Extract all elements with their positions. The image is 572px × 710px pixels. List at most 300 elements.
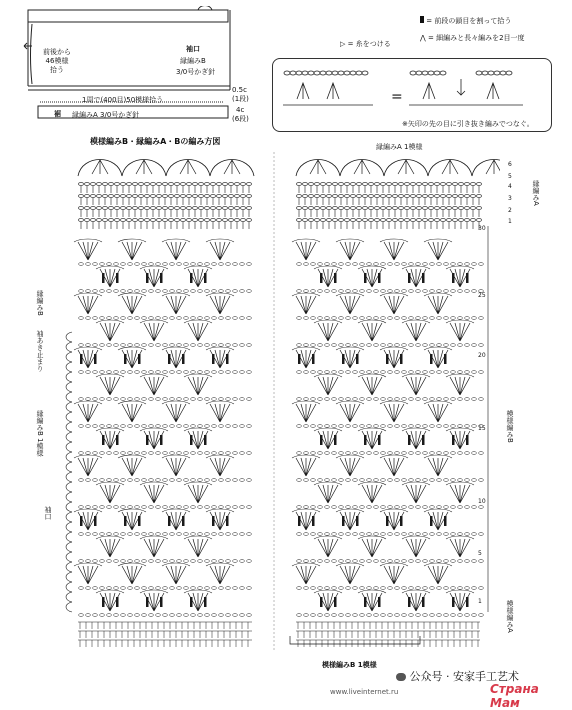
chain-stitch — [156, 506, 161, 509]
chain-stitch — [465, 219, 470, 222]
chain-stitch — [170, 452, 175, 455]
chain-stitch — [416, 263, 421, 266]
chain-arc — [292, 239, 320, 242]
chain-stitch — [465, 560, 470, 563]
chain-stitch — [226, 317, 231, 320]
chain-stitch — [444, 425, 449, 428]
chain-stitch — [367, 452, 372, 455]
chain-arc — [402, 428, 430, 431]
chain-stitch — [97, 183, 102, 186]
chain-stitch — [395, 587, 400, 590]
split-chain-mark — [364, 273, 367, 283]
chain-stitch — [297, 371, 302, 374]
chain-stitch — [351, 219, 356, 222]
chain-stitch — [472, 344, 477, 347]
chain-stitch — [127, 219, 132, 222]
chain-stitch — [353, 317, 358, 320]
chain-stitch — [393, 219, 398, 222]
chain-stitch — [402, 533, 407, 536]
split-chain-mark — [356, 516, 359, 526]
chain-arc — [206, 509, 234, 512]
chain-stitch — [121, 263, 126, 266]
chain-stitch — [367, 479, 372, 482]
edge-b-bump — [66, 472, 72, 482]
chain-stitch — [465, 195, 470, 198]
fan-motif — [188, 539, 208, 557]
chain-stitch — [346, 290, 351, 293]
chain-stitch — [191, 560, 196, 563]
chain-stitch — [198, 533, 203, 536]
chain-stitch — [339, 371, 344, 374]
chain-stitch — [114, 533, 119, 536]
split-chain-mark — [160, 435, 163, 445]
chain-stitch — [181, 183, 186, 186]
chain-stitch — [444, 290, 449, 293]
chain-stitch — [374, 587, 379, 590]
fan-motif — [340, 242, 360, 260]
chain-stitch — [465, 533, 470, 536]
chain-arc — [336, 293, 364, 296]
chain-stitch — [311, 425, 316, 428]
chain-stitch — [395, 425, 400, 428]
chain-stitch — [311, 587, 316, 590]
chain-stitch — [217, 195, 222, 198]
chain-stitch — [219, 371, 224, 374]
chain-stitch — [93, 317, 98, 320]
chain-stitch — [444, 560, 449, 563]
wechat-icon — [396, 673, 406, 681]
chain-stitch — [416, 587, 421, 590]
chain-arc — [314, 482, 342, 485]
chain-stitch — [205, 207, 210, 210]
chain-stitch — [409, 533, 414, 536]
split-chain-mark — [94, 354, 97, 364]
chain-arc — [314, 536, 342, 539]
chain-stitch — [107, 290, 112, 293]
chain-stitch — [142, 587, 147, 590]
chain-stitch — [128, 452, 133, 455]
chain-stitch — [79, 207, 84, 210]
chain-stitch — [477, 195, 482, 198]
chain-stitch — [437, 290, 442, 293]
chain-stitch — [339, 263, 344, 266]
chain-arc — [184, 428, 212, 431]
chain-stitch — [395, 506, 400, 509]
chain-stitch — [151, 195, 156, 198]
chain-stitch — [205, 506, 210, 509]
chain-arc — [162, 563, 190, 566]
chain-stitch — [318, 371, 323, 374]
edge-b-bump — [66, 362, 72, 372]
edge-b-bump — [66, 602, 72, 612]
chain-stitch — [369, 207, 374, 210]
crochet-chart — [60, 152, 500, 650]
chain-stitch — [402, 560, 407, 563]
split-chain-mark — [422, 435, 425, 445]
chain-stitch — [327, 183, 332, 186]
split-chain-mark — [334, 273, 337, 283]
chain-stitch — [304, 452, 309, 455]
chain-arc — [292, 401, 320, 404]
split-chain-mark — [80, 354, 83, 364]
chain-stitch — [451, 533, 456, 536]
wechat-label: 公众号 · 安家手工艺术 — [409, 670, 519, 683]
split-chain-mark — [356, 354, 359, 364]
chain-arc — [162, 455, 190, 458]
chain-stitch — [135, 452, 140, 455]
chain-stitch — [477, 183, 482, 186]
chain-stitch — [100, 317, 105, 320]
chain-stitch — [388, 317, 393, 320]
chain-stitch — [205, 371, 210, 374]
fan-motif — [318, 377, 338, 395]
chain-stitch — [381, 425, 386, 428]
chain-stitch — [423, 219, 428, 222]
chain-stitch — [157, 207, 162, 210]
chain-stitch — [205, 425, 210, 428]
chain-stitch — [367, 263, 372, 266]
fan-motif — [100, 323, 120, 341]
chain-stitch — [163, 344, 168, 347]
chain-stitch — [444, 317, 449, 320]
chain-stitch — [409, 479, 414, 482]
chain-stitch — [345, 195, 350, 198]
chain-stitch — [114, 290, 119, 293]
chain-stitch — [198, 398, 203, 401]
split-chain-mark — [146, 435, 149, 445]
chain-stitch — [353, 371, 358, 374]
chain-stitch — [247, 506, 252, 509]
chain-stitch — [309, 207, 314, 210]
chain-stitch — [114, 560, 119, 563]
edge-b-bump — [66, 592, 72, 602]
chain-stitch — [103, 219, 108, 222]
chain-stitch — [198, 587, 203, 590]
chain-stitch — [229, 219, 234, 222]
chain-stitch — [479, 344, 484, 347]
chain-stitch — [156, 344, 161, 347]
chain-stitch — [325, 533, 330, 536]
chain-stitch — [198, 425, 203, 428]
fan-motif — [100, 539, 120, 557]
chain-arc — [336, 347, 364, 350]
chain-stitch — [297, 317, 302, 320]
chain-stitch — [149, 371, 154, 374]
chain-arc — [424, 509, 452, 512]
chain-stitch — [357, 219, 362, 222]
chain-stitch — [409, 452, 414, 455]
sleeve-opening-label: 袖あき止まり — [36, 330, 44, 372]
chain-stitch — [177, 371, 182, 374]
chain-stitch — [381, 263, 386, 266]
chain-arc — [402, 266, 430, 269]
chain-stitch — [170, 479, 175, 482]
chain-stitch — [360, 317, 365, 320]
split-chain-mark — [452, 435, 455, 445]
edge-fan-stitch — [486, 160, 500, 174]
chain-stitch — [247, 398, 252, 401]
fan-motif — [428, 404, 448, 422]
chain-stitch — [411, 195, 416, 198]
chain-stitch — [315, 183, 320, 186]
chain-stitch — [145, 207, 150, 210]
chain-stitch — [360, 452, 365, 455]
chain-stitch — [402, 587, 407, 590]
chain-stitch — [325, 479, 330, 482]
pattern-b-side-label: 模様編みB — [506, 410, 514, 443]
chain-stitch — [451, 452, 456, 455]
chain-stitch — [170, 317, 175, 320]
chain-stitch — [304, 317, 309, 320]
chain-stitch — [423, 195, 428, 198]
fan-motif — [296, 566, 316, 584]
chain-stitch — [458, 317, 463, 320]
chain-stitch — [184, 560, 189, 563]
chain-stitch — [156, 560, 161, 563]
chain-arc — [96, 266, 124, 269]
edge-b-bump — [66, 442, 72, 452]
chain-stitch — [226, 533, 231, 536]
join-yarn-legend — [340, 40, 391, 49]
chain-arc — [380, 401, 408, 404]
chain-stitch — [388, 560, 393, 563]
chain-stitch — [304, 263, 309, 266]
chain-stitch — [149, 614, 154, 617]
chain-stitch — [339, 344, 344, 347]
chain-stitch — [163, 533, 168, 536]
chain-stitch — [465, 452, 470, 455]
chain-stitch — [437, 344, 442, 347]
chain-stitch — [79, 506, 84, 509]
chain-stitch — [247, 425, 252, 428]
chain-stitch — [423, 398, 428, 401]
chain-stitch — [444, 263, 449, 266]
fan-motif — [450, 323, 470, 341]
chain-stitch — [409, 371, 414, 374]
split-chain-mark — [378, 273, 381, 283]
chain-stitch — [127, 207, 132, 210]
chain-stitch — [327, 219, 332, 222]
chain-arc — [358, 266, 386, 269]
chain-stitch — [240, 506, 245, 509]
chain-stitch — [191, 371, 196, 374]
chain-stitch — [360, 506, 365, 509]
chain-stitch — [339, 560, 344, 563]
chain-stitch — [240, 371, 245, 374]
chain-stitch — [170, 344, 175, 347]
chain-stitch — [177, 587, 182, 590]
fan-motif — [188, 323, 208, 341]
chain-stitch — [169, 183, 174, 186]
chain-stitch — [453, 183, 458, 186]
chain-stitch — [395, 614, 400, 617]
chain-stitch — [402, 479, 407, 482]
chain-arc — [74, 401, 102, 404]
chain-stitch — [223, 219, 228, 222]
chain-stitch — [163, 371, 168, 374]
chain-stitch — [142, 560, 147, 563]
split-chain-mark — [334, 597, 337, 607]
chain-arc — [74, 293, 102, 296]
row-number-30: 30 — [478, 225, 486, 232]
edge-row-6: 6 — [508, 161, 512, 168]
chain-arc — [118, 509, 146, 512]
chain-stitch — [240, 614, 245, 617]
chain-stitch — [184, 506, 189, 509]
chain-arc — [184, 536, 212, 539]
chain-stitch — [149, 290, 154, 293]
chain-arc — [118, 347, 146, 350]
chain-stitch — [135, 425, 140, 428]
split-chain-mark — [298, 354, 301, 364]
chain-stitch — [363, 195, 368, 198]
chain-stitch — [388, 371, 393, 374]
chain-stitch — [416, 479, 421, 482]
chain-stitch — [315, 195, 320, 198]
chain-stitch — [142, 614, 147, 617]
chain-stitch — [325, 587, 330, 590]
chain-stitch — [402, 614, 407, 617]
chain-stitch — [177, 560, 182, 563]
chain-stitch — [311, 398, 316, 401]
chain-stitch — [321, 207, 326, 210]
chain-stitch — [191, 263, 196, 266]
chain-stitch — [479, 371, 484, 374]
chain-stitch — [416, 506, 421, 509]
chain-arc — [446, 590, 474, 593]
edge-b-bump — [66, 522, 72, 532]
chain-stitch — [128, 425, 133, 428]
chain-stitch — [325, 506, 330, 509]
chain-arc — [140, 320, 168, 323]
chain-stitch — [318, 290, 323, 293]
chain-stitch — [211, 183, 216, 186]
chain-stitch — [151, 219, 156, 222]
split-chain-mark — [168, 354, 171, 364]
chain-stitch — [416, 452, 421, 455]
chain-stitch — [247, 614, 252, 617]
chain-stitch — [459, 195, 464, 198]
chain-stitch — [240, 452, 245, 455]
chain-stitch — [100, 344, 105, 347]
fan-motif — [100, 377, 120, 395]
chain-stitch — [360, 560, 365, 563]
cuff-side-label: 袖口 — [44, 506, 52, 520]
chain-stitch — [318, 398, 323, 401]
chain-stitch — [177, 479, 182, 482]
chain-stitch — [219, 506, 224, 509]
chain-stitch — [91, 219, 96, 222]
chain-stitch — [219, 452, 224, 455]
chain-stitch — [417, 219, 422, 222]
chain-stitch — [86, 560, 91, 563]
chain-stitch — [451, 614, 456, 617]
chain-stitch — [198, 371, 203, 374]
chain-stitch — [430, 452, 435, 455]
chain-stitch — [79, 560, 84, 563]
chain-arc — [140, 590, 168, 593]
chain-stitch — [205, 614, 210, 617]
chain-stitch — [437, 479, 442, 482]
chain-stitch — [453, 207, 458, 210]
chain-stitch — [187, 195, 192, 198]
chain-stitch — [423, 506, 428, 509]
row-number-25: 25 — [478, 292, 486, 299]
chain-stitch — [128, 506, 133, 509]
chain-stitch — [97, 207, 102, 210]
chain-stitch — [85, 195, 90, 198]
chain-stitch — [472, 560, 477, 563]
chain-stitch — [318, 479, 323, 482]
fan-motif — [144, 539, 164, 557]
chain-stitch — [86, 371, 91, 374]
chain-stitch — [353, 479, 358, 482]
chain-stitch — [233, 290, 238, 293]
chain-stitch — [128, 398, 133, 401]
chain-stitch — [93, 371, 98, 374]
chain-stitch — [423, 317, 428, 320]
round-label: 1周で(400目)50模様拾う — [82, 96, 164, 104]
chain-stitch — [184, 344, 189, 347]
chain-stitch — [79, 452, 84, 455]
fan-motif — [406, 485, 426, 503]
chain-stitch — [471, 183, 476, 186]
chain-stitch — [465, 425, 470, 428]
chain-stitch — [135, 263, 140, 266]
chain-stitch — [381, 371, 386, 374]
split-chain-mark — [190, 273, 193, 283]
chain-stitch — [465, 290, 470, 293]
chain-stitch — [219, 317, 224, 320]
chain-stitch — [472, 479, 477, 482]
chain-stitch — [226, 371, 231, 374]
chain-stitch — [416, 533, 421, 536]
chain-stitch — [388, 587, 393, 590]
chain-stitch — [133, 207, 138, 210]
chain-stitch — [86, 506, 91, 509]
fan-motif — [450, 377, 470, 395]
fan-motif — [78, 404, 98, 422]
chain-stitch — [156, 371, 161, 374]
chain-arc — [402, 320, 430, 323]
chain-stitch — [100, 506, 105, 509]
chain-arc — [402, 590, 430, 593]
chain-stitch — [318, 263, 323, 266]
split-chain-mark — [408, 273, 411, 283]
chain-stitch — [79, 195, 84, 198]
chain-stitch — [175, 183, 180, 186]
chain-stitch — [226, 452, 231, 455]
fan-motif — [406, 323, 426, 341]
chain-stitch — [177, 614, 182, 617]
chain-stitch — [240, 398, 245, 401]
chain-arc — [96, 428, 124, 431]
chain-stitch — [417, 195, 422, 198]
chain-arc — [314, 590, 342, 593]
chain-stitch — [135, 371, 140, 374]
chain-arc — [184, 266, 212, 269]
chain-stitch — [177, 506, 182, 509]
chain-stitch — [219, 587, 224, 590]
chain-stitch — [381, 344, 386, 347]
chain-stitch — [177, 263, 182, 266]
chain-stitch — [458, 614, 463, 617]
chain-stitch — [156, 533, 161, 536]
chain-stitch — [381, 219, 386, 222]
split-chain-mark — [386, 354, 389, 364]
chain-arc — [74, 455, 102, 458]
chain-stitch — [297, 195, 302, 198]
